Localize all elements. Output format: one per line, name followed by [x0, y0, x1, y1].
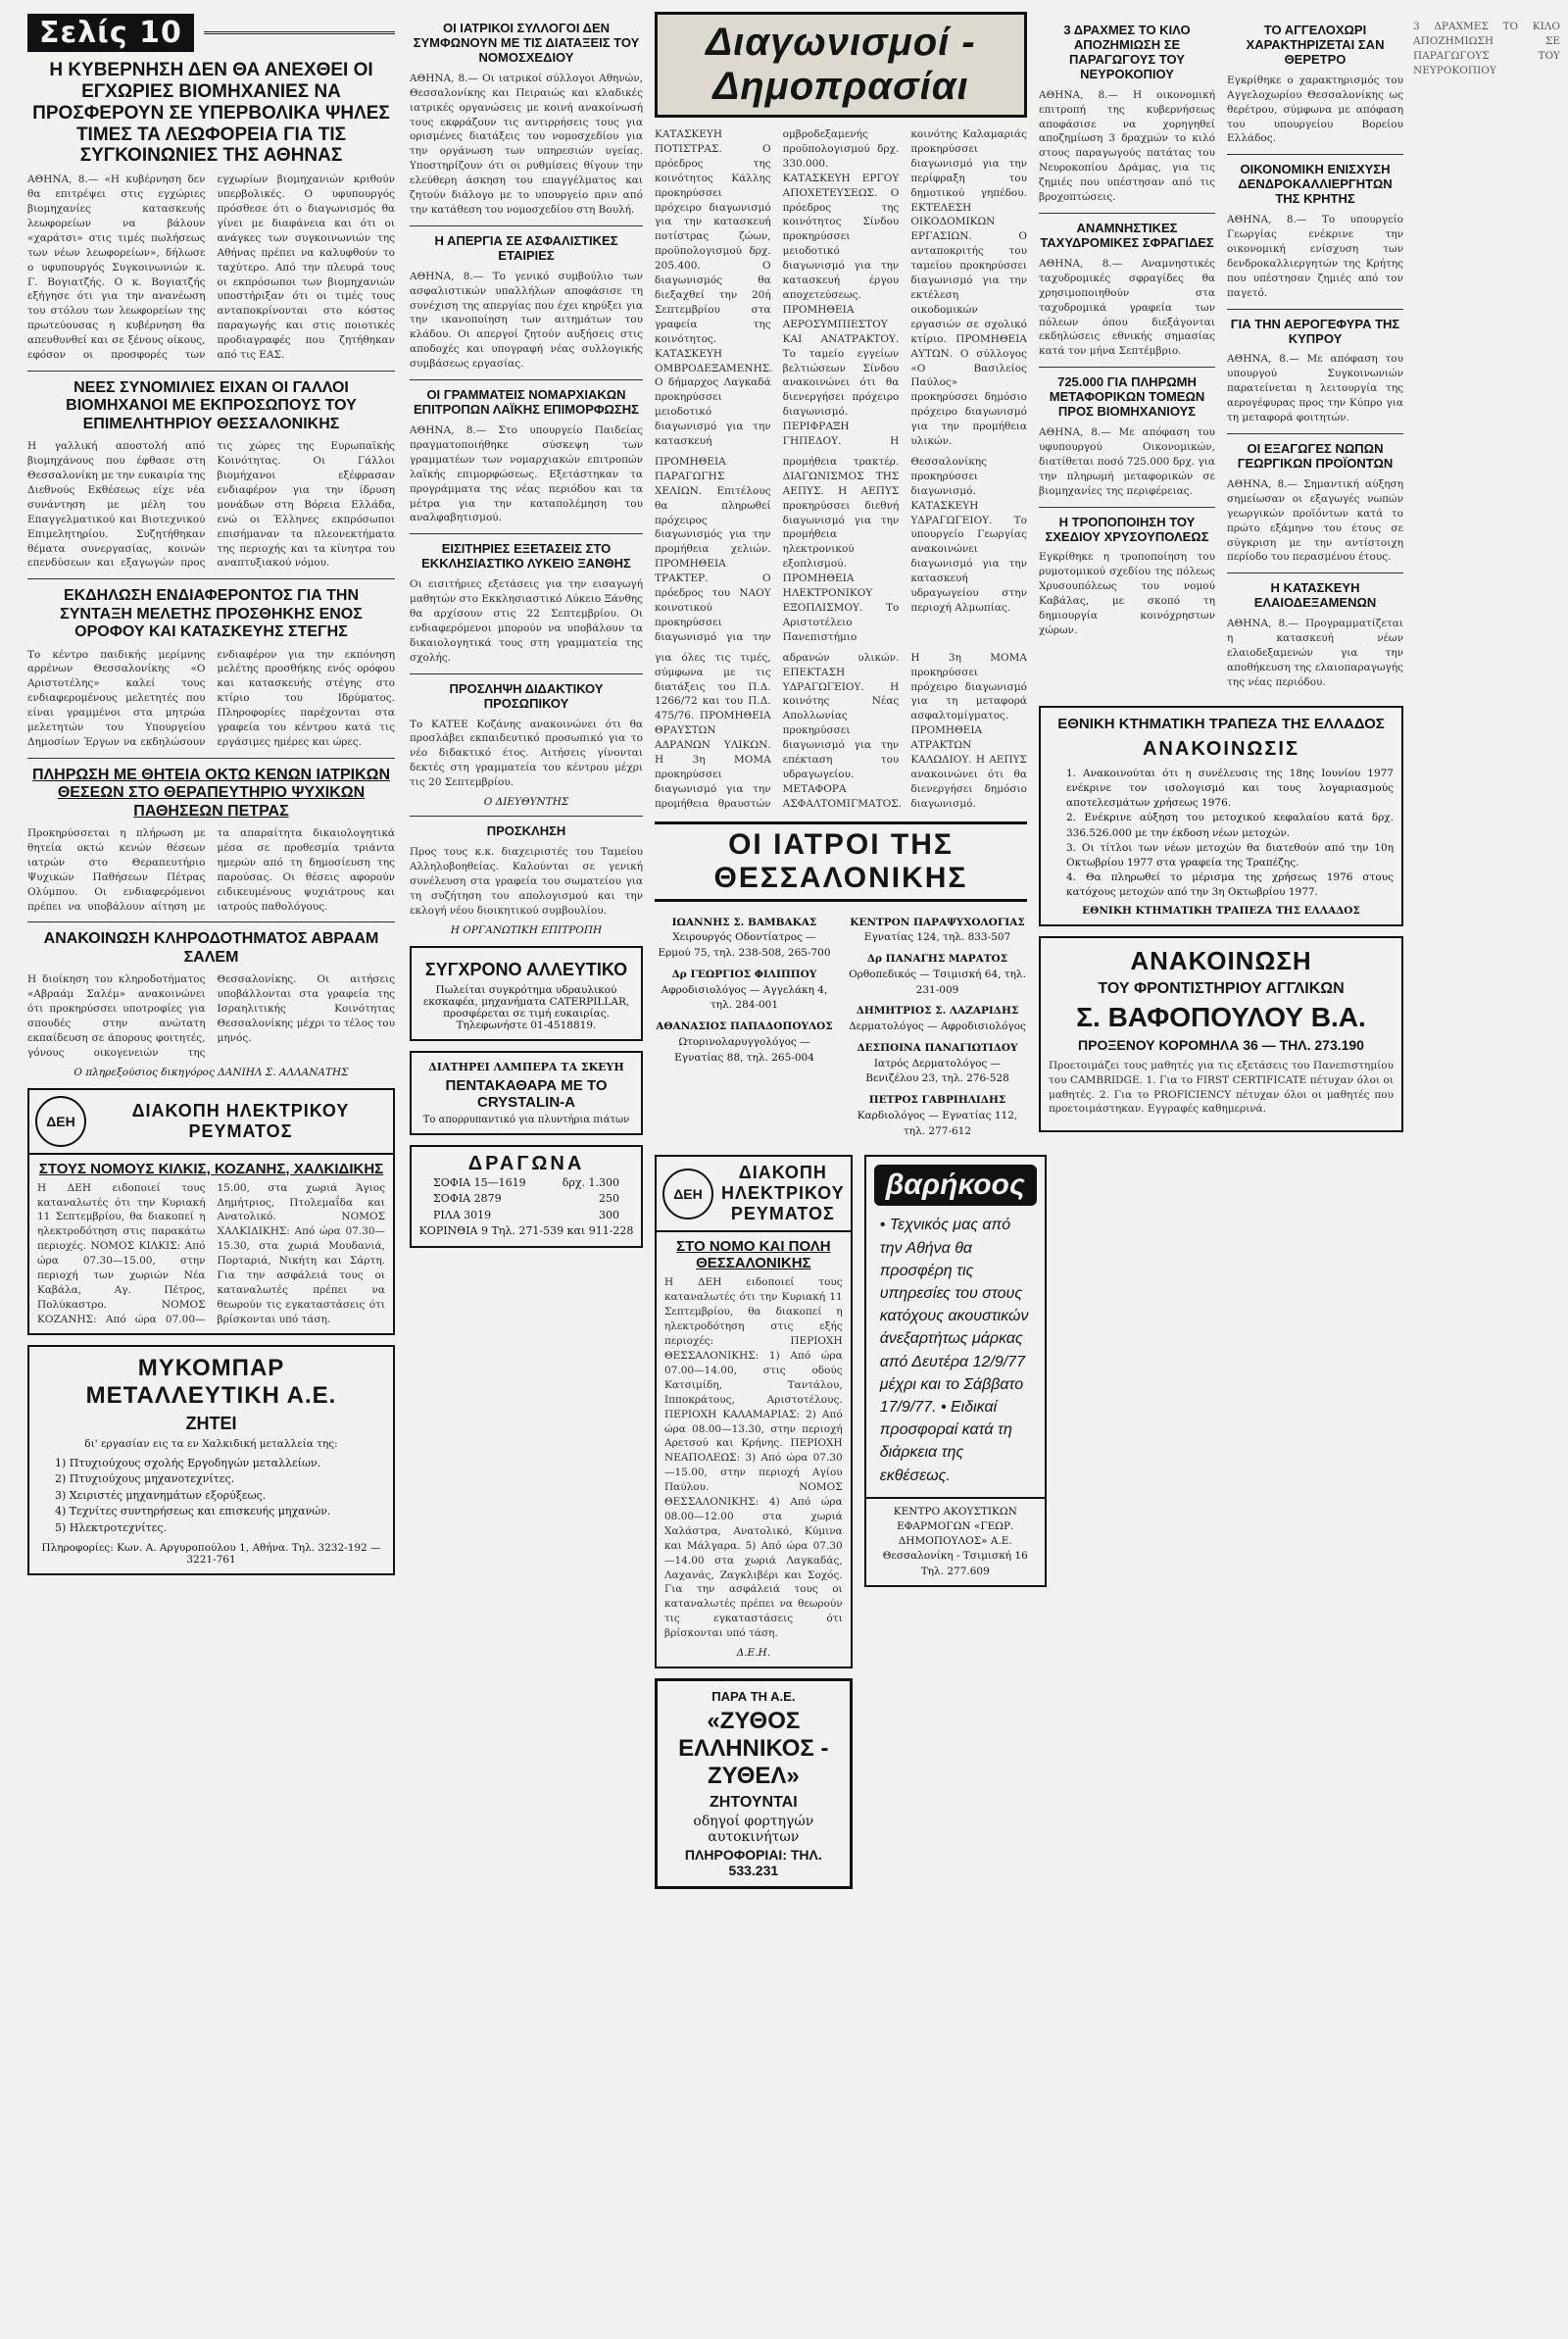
- divider: [410, 225, 643, 226]
- doctor-name: ΔΕΣΠΟΙΝΑ ΠΑΝΑΓΙΩΤΙΔΟΥ: [857, 1041, 1018, 1054]
- article-stamps: ΑΘΗΝΑ, 8.— Αναμνηστικές ταχυδρομικές σφραγίδες θα χρησιμοποιηθούν στα ταχυδρομικά γραφεία των πόλεων όπου διεξάγονται εκδηλώσεις εθνικής σημασίας κατά τον μήνα Σεπτέμβριο.: [1039, 257, 1215, 358]
- english-school-ad: [1039, 936, 1403, 1133]
- signature-salem: Ο πληρεξούσιος δικηγόρος ΔΑΝΙΗΛ Σ. ΑΛΛΑΝΑΤΗΣ: [74, 1066, 349, 1078]
- price-label: ΡΙΛΑ 3019: [433, 1208, 492, 1221]
- doctor-detail: Καρδιολόγος — Εγνατίας 112, τηλ. 277-612: [857, 1109, 1018, 1137]
- column-4: [1039, 0, 1403, 1142]
- power-cut-subtitle: ΣΤΟ ΝΟΜΟ ΚΑΙ ΠΟΛΗ ΘΕΣΣΑΛΟΝΙΚΗΣ: [676, 1238, 831, 1272]
- doctor-name: ΠΕΤΡΟΣ ΓΑΒΡΙΗΛΙΔΗΣ: [868, 1094, 1006, 1107]
- price-label: ΣΟΦΙΑ 15—1619: [433, 1175, 526, 1189]
- tenders-body-c: για όλες τις τιμές, σύμφωνα με τις διατάξεις του Π.Δ. 1266/72 και του Π.Δ. 475/76. ΠΡΟΜΗΘΕΙΑ ΘΡΑΥΣΤΩΝ ΑΔΡΑΝΩΝ ΥΛΙΚΩΝ. Η 3η ΜΟΜΑ προκηρύσσει διαγωνισμό για την προμήθεια θραυστών αδρανών υλικών. ΕΠΕΚΤΑΣΗ ΥΔΡΑΓΩΓΕΙΟΥ. Η κοινότης Νέας Απολλωνίας προκηρύσσει διαγωνισμό για την επέκταση του υδραγωγείου. ΜΕΤΑΦΟΡΑ ΑΣΦΑΛΤΟΜΙΓΜΑΤΟΣ. Η 3η ΜΟΜΑ προκηρύσσει πρόχειρο διαγωνισμό για τη μεταφορά ασφαλτομίγματος. ΠΡΟΜΗΘΕΙΑ ΑΤΡΑΚΤΩΝ ΚΑΛΩΔΙΟΥ. Η ΑΕΠΥΣ ανακοινώνει ότι θα διενεργήσει δημόσιο διαγωνισμό.: [655, 651, 1027, 810]
- doctors-list-right: [848, 910, 1027, 1146]
- edge-text: [1413, 20, 1560, 78]
- tenders-body-b: ΠΡΟΜΗΘΕΙΑ ΠΑΡΑΓΩΓΗΣ ΧΕΛΙΩΝ. Επιτέλους θα πληρωθεί πρόχειρος διαγωνισμός για την προμήθεια χελιών. ΠΡΟΜΗΘΕΙΑ ΤΡΑΚΤΕΡ. Ο πρόεδρος του ΝΑΟΥ κοινοτικού προκηρύσσει διαγωνισμό για την προμήθεια τρακτέρ. ΔΙΑΓΩΝΙΣΜΟΣ ΤΗΣ ΑΕΠΥΣ. Η ΑΕΠΥΣ προκηρύσσει διεθνή διαγωνισμό για την προμήθεια ηλεκτρονικού εξοπλισμού. ΠΡΟΜΗΘΕΙΑ ΗΛΕΚΤΡΟΝΙΚΟΥ ΕΞΟΠΛΙΣΜΟΥ. Το Αριστοτέλειο Πανεπιστήμιο Θεσσαλονίκης προκηρύσσει διαγωνισμό. ΚΑΤΑΣΚΕΥΗ ΥΔΡΑΓΩΓΕΙΟΥ. Το υπουργείο Γεωργίας ανακοινώνει διαγωνισμό για την κατασκευή υδραγωγείου στην περιοχή Αλμωπίας.: [655, 455, 1027, 643]
- deh-logo-icon: ΔΕΗ: [35, 1096, 86, 1147]
- signature-teaching-staff: Ο ΔΙΕΥΘΥΝΤΗΣ: [483, 796, 569, 809]
- list-item: 2) Πτυχιούχους μηχανοτεχνίτες.: [55, 1472, 235, 1486]
- headline-insurance-strike: Η ΑΠΕΡΓΙΑ ΣΕ ΑΣΦΑΛΙΣΤΙΚΕΣ ΕΤΑΙΡΙΕΣ: [434, 232, 618, 263]
- power-cut-header: [29, 1090, 393, 1155]
- mykobar-footer: Πληροφορίες: Κων. Α. Αργυροπούλου 1, Αθήνα. Τηλ. 3232-192 — 3221-761: [41, 1542, 381, 1567]
- doctor-detail: Ιατρός Δερματολόγος — Βενιζέλου 23, τηλ. 276-528: [865, 1057, 1009, 1085]
- article-secretaries: ΑΘΗΝΑ, 8.— Στο υπουργείο Παιδείας πραγματοποιήθηκε σύσκεψη των γραμματέων των νομαρχιακών επιτροπών λαϊκής επιμορφώσεως. Εξετάστηκαν τα προγράμματα της νέας περιόδου και τα μέτρα για την καταπολέμηση του αναλφαβητισμού.: [410, 423, 643, 524]
- tenders-body-a: ΚΑΤΑΣΚΕΥΗ ΠΟΤΙΣΤΡΑΣ. Ο πρόεδρος της κοινότητος Κάλλης προκηρύσσει πρόχειρο διαγωνισμό για την κατασκευή ποτίστρας ζώων, προϋπολογισμού δρχ. 205.400. Ο διαγωνισμός θα διεξαχθεί την 20ή Σεπτεμβρίου στα γραφεία της κοινότητος. ΚΑΤΑΣΚΕΥΗ ΟΜΒΡΟΔΕΞΑΜΕΝΗΣ. Ο δήμαρχος Λαγκαδά προκηρύσσει μειοδοτικό διαγωνισμό για την κατασκευή ομβροδεξαμενής προϋπολογισμού δρχ. 330.000. ΚΑΤΑΣΚΕΥΗ ΕΡΓΟΥ ΑΠΟΧΕΤΕΥΣΕΩΣ. Ο πρόεδρος της κοινότητος Σίνδου προκηρύσσει μειοδοτικό διαγωνισμό για την κατασκευή έργου αποχετεύσεως. ΠΡΟΜΗΘΕΙΑ ΑΕΡΟΣΥΜΠΙΕΣΤΟΥ ΚΑΙ ΑΝΑΤΡΑΚΤΟΥ. Το ταμείο εγγείων βελτιώσεων Σίνδου ανακοινώνει ότι θα διενεργήσει πρόχειρο διαγωνισμό. ΠΕΡΙΦΡΑΞΗ ΓΗΠΕΔΟΥ. Η κοινότης Καλαμαριάς προκηρύσσει διαγωνισμό για την περίφραξη του δημοτικού γηπέδου. ΕΚΤΕΛΕΣΗ ΟΙΚΟΔΟΜΙΚΩΝ ΕΡΓΑΣΙΩΝ. Ο ανταποκριτής του ταμείου προκηρύσσει διαγωνισμό για την εκτέλεση οικοδομικών εργασιών σε σχολικό κτίριο. ΠΡΟΜΗΘΕΙΑ ΑΥΤΩΝ. Ο σύλλογος «Ο Βασιλείος Παύλος» προκηρύσσει δημόσιο πρόχειρο διαγωνισμό για την προμήθεια υλικών.: [655, 128, 1027, 448]
- article-crete-growers: ΑΘΗΝΑ, 8.— Το υπουργείο Γεωργίας ενέκρινε την οικονομική ενίσχυση των δενδροκαλλιεργητών της Κρήτης που υπέστησαν ζημιές από τον παγετό.: [1227, 214, 1403, 299]
- list-item: [655, 968, 834, 1014]
- article-medical-associations: ΑΘΗΝΑ, 8.— Οι ιατρικοί σύλλογοι Αθηνών, Θεσσαλονίκης και Πειραιώς και κλαδικές ιατρικές οργανώσεις με κοινή ανακοίνωσή τους εκφράζουν τις αντιρρήσεις τους για ορισμένες διατάξεις του νομοσχεδίου για την οργάνωση των υπηρεσιών υγείας. Υποστηρίζουν ότι οι ρυθμίσεις θίγουν την ελεύθερη άσκηση του επαγγέλματος και ζητούν διάλογο με το υπουργείο πριν από την κατάθεση του νομοσχεδίου στη Βουλή.: [410, 72, 643, 216]
- mykobar-title: ΜΥΚΟΜΠΑΡ ΜΕΤΑΛΛΕΥΤΙΚΗ Α.Ε.: [85, 1354, 337, 1409]
- list-item: [848, 1041, 1027, 1087]
- article-angelochori: Εγκρίθηκε ο χαρακτηρισμός του Αγγελοχωρίου Θεσσαλονίκης ως θερέτρου, σύμφωνα με απόφαση του υπουργείου Βορείου Ελλάδος.: [1227, 74, 1403, 145]
- article-chrysoupoli: Εγκρίθηκε η τροποποίηση του ρυμοτομικού σχεδίου της πόλεως Χρυσουπόλεως του νομού Καβάλας, με σκοπό τη δημιουργία κοινόχρηστων χώρων.: [1039, 551, 1215, 636]
- dragana-ad: [410, 1145, 643, 1248]
- doctor-name: ΙΩΑΝΝΗΣ Σ. ΒΑΜΒΑΚΑΣ: [671, 916, 817, 928]
- divider: [410, 816, 643, 817]
- article-invitation: Προς τους κ.κ. διαχειριστές του Ταμείου Αλληλοβοηθείας. Καλούνται σε γενική συνέλευση στα γραφεία του σωματείου για τη συζήτηση του απολογισμού και την εκλογή νέου διοικητικού συμβουλίου.: [410, 845, 643, 917]
- article-teaching-staff: Το ΚΑΤΕΕ Κοζάνης ανακοινώνει ότι θα προσλάβει εκπαιδευτικό προσωπικό για το νέο διδακτικό έτος. Αιτήσεις γίνονται δεκτές στη γραμματεία του κέντρου μέχρι τις 20 Σεπτεμβρίου.: [410, 718, 643, 789]
- headline-medical-associations: ΟΙ ΙΑΤΡΙΚΟΙ ΣΥΛΛΟΓΟΙ ΔΕΝ ΣΥΜΦΩΝΟΥΝ ΜΕ ΤΙΣ ΔΙΑΤΑΞΕΙΣ ΤΟΥ ΝΟΜΟΣΧΕΔΙΟΥ: [413, 21, 640, 65]
- doctor-name: Δρ ΓΕΩΡΓΙΟΣ ΦΙΛΙΠΠΟΥ: [671, 968, 817, 980]
- price-value: δρχ. 1.300: [562, 1175, 619, 1189]
- list-item: 1) Πτυχιούχους σχολής Εργοδηγών μεταλλείων.: [55, 1456, 321, 1469]
- page-folio: [27, 14, 395, 52]
- divider: [410, 533, 643, 534]
- doctor-name: Δρ ΠΑΝΑΓΗΣ ΜΑΡΑΤΟΣ: [866, 953, 1008, 966]
- folio-rule: [204, 31, 395, 34]
- price-label: ΣΟΦΙΑ 2879: [433, 1192, 502, 1205]
- bank-items: [1049, 767, 1394, 901]
- excavator-ad: [410, 946, 643, 1041]
- crystalin-ad: [410, 1051, 643, 1135]
- divider: [1039, 367, 1215, 368]
- doctors-directory: [655, 910, 1027, 1146]
- mykobar-intro: δι' εργασίαν εις τα εν Χαλκιδική μεταλλεία της:: [84, 1437, 338, 1450]
- divider: [410, 673, 643, 674]
- article-oil-tanks: ΑΘΗΝΑ, 8.— Προγραμματίζεται η κατασκευή νέων ελαιοδεξαμενών για την αποθήκευση της ελαιοπαραγωγής της νέας περιόδου.: [1227, 618, 1403, 688]
- varikoos-ad: [864, 1155, 1047, 1586]
- doctor-detail: Ωτορινολαρυγγολόγος — Εγνατίας 88, τηλ. 265-004: [674, 1035, 814, 1064]
- column-4-articles: [1039, 16, 1403, 696]
- school-ad-address: ΠΡΟΞΕΝΟΥ ΚΟΡΟΜΗΛΑ 36 — ΤΗΛ. 273.190: [1078, 1036, 1364, 1053]
- headline-compensation: 3 ΔΡΑΧΜΕΣ ΤΟ ΚΙΛΟ ΑΠΟΖΗΜΙΩΣΗ ΣΕ ΠΑΡΑΓΩΓΟΥΣ ΤΟΥ ΝΕΥΡΟΚΟΠΙΟΥ: [1063, 23, 1191, 81]
- list-item: 3) Χειριστές μηχανημάτων εξορύξεως.: [55, 1488, 267, 1502]
- list-item: 2. Ενέκρινε αύξηση του μετοχικού κεφαλαίου κατά δρχ. 336.526.000 με την έκδοση νέων μετοχών.: [1066, 812, 1394, 839]
- column-1: [27, 0, 395, 1585]
- article-buses: ΑΘΗΝΑ, 8.— «Η κυβέρνηση δεν θα επιτρέψει στις εγχώριες βιομηχανίες κατασκευής λεωφορείων να βάλουν «χαράτσι» στις τιμές πωλήσεως των νέων λεωφορείων», δήλωσε ο υφυπουργός Συγκοινωνιών κ. Γ. Βογιατζής. Ο κ. Βογιατζής εξήγησε ότι για την ανανέωση του στόλου των λεωφορείων της πρωτεύουσας η κυβέρνηση θα απευθυνθεί και σε ξένους οίκους, εφόσον οι προσφορές των εγχωρίων βιομηχανιών κριθούν υπερβολικές. Ο υφυπουργός πρόσθεσε ότι ο διαγωνισμός θα γίνει με διαφάνεια και ότι οι ανάγκες των συγκοινωνιών της Αθήνας πρέπει να καλυφθούν το ταχύτερο. Από την πλευρά τους οι εκπρόσωποι των βιομηχανιών υποστήριξαν ότι οι τιμές τους ανταποκρίνονται στο κόστος παραγωγής και στις ποιοτικές προδιαγραφές που ζητήθηκαν από τις ΕΑΣ.: [27, 174, 395, 362]
- excavator-title: ΣΥΓΧΡΟΝΟ ΑΛΛΕΥΤΙΚΟ: [424, 959, 628, 979]
- column-2: [410, 0, 643, 1248]
- power-cut-body: Η ΔΕΗ ειδοποιεί τους καταναλωτές ότι την Κυριακή 11 Σεπτεμβρίου, θα διακοπεί η ηλεκτροδότηση στις παρακάτω περιοχές. ΝΟΜΟΣ ΚΙΛΚΙΣ: Από ώρα 07.30—15.00, στην περιοχή των χωριών Νέα Καβάλα, Αγ. Πέτρος, Πολύκαστρο. ΝΟΜΟΣ ΚΟΖΑΝΗΣ: Από ώρα 07.00—15.00, στα χωριά Άγιος Δημήτριος, Πτολεμαΐδα και Ανατολικό. ΝΟΜΟΣ ΧΑΛΚΙΔΙΚΗΣ: Από ώρα 07.30—15.30, στα χωριά Μουδανιά, Πορταριά, Νικήτη και Σάρτη. Για την ασφάλειά τους οι καταναλωτές πρέπει να θεωρούν τις εγκαταστάσεις ότι βρίσκονται υπό τάση.: [37, 1181, 385, 1325]
- edge-headline: 3 ΔΡΑΧΜΕΣ ΤΟ ΚΙΛΟ ΑΠΟΖΗΜΙΩΣΗ ΣΕ ΠΑΡΑΓΩΓΟΥΣ ΤΟΥ ΝΕΥΡΟΚΟΠΙΟΥ: [1413, 21, 1560, 76]
- page-number-label: Σελίς 10: [27, 14, 194, 52]
- article-cyprus-airbridge: ΑΘΗΝΑ, 8.— Με απόφαση του υπουργού Συγκοινωνιών παρατείνεται η λειτουργία της αερογέφυρας προς την Κύπρο για τη μεταφορά φοιτητών.: [1227, 353, 1403, 424]
- power-cut-notice-thessaloniki: [655, 1155, 853, 1668]
- doctor-detail: Αφροδισιολόγος — Αγγελάκη 4, τηλ. 284-001: [661, 983, 828, 1012]
- mykobar-subtitle: ΖΗΤΕΙ: [185, 1413, 237, 1433]
- headline-salem-bequest: ΑΝΑΚΟΙΝΩΣΗ ΚΛΗΡΟΔΟΤΗΜΑΤΟΣ ΑΒΡΑΑΜ ΣΑΛΕΜ: [43, 930, 379, 966]
- list-item: 4) Τεχνίτες συντηρήσεως και επισκευής μηχανών.: [55, 1505, 331, 1518]
- list-item: [848, 1004, 1027, 1035]
- dragana-phone: ΚΟΡΙΝΘΙΑ 9 Τηλ. 271-539 και 911-228: [418, 1224, 634, 1237]
- power-cut-header: [657, 1157, 851, 1232]
- power-cut-subtitle: ΣΤΟΥΣ ΝΟΜΟΥΣ ΚΙΛΚΙΣ, ΚΟΖΑΝΗΣ, ΧΑΛΚΙΔΙΚΗΣ: [38, 1160, 384, 1177]
- list-item: 4. Θα πληρωθεί το μέρισμα της χρήσεως 1976 στους κατόχους μετοχών από την 3η Οκτωβρίου 1977.: [1066, 871, 1394, 899]
- article-petra-hospital: Προκηρύσσεται η πλήρωση με θητεία οκτώ κενών θέσεων ιατρών στο Θεραπευτήριο Ψυχικών Παθήσεων Πέτρας Ολύμπου. Οι ενδιαφερόμενοι πρέπει να υποβάλουν αίτηση με τα απαραίτητα δικαιολογητικά μέσα σε προθεσμία τριάντα ημερών από τη δημοσίευση της παρούσας. Οι θέσεις αφορούν ειδικευμένους ψυχιάτρους και ιατρούς παθολόγους.: [27, 827, 395, 913]
- school-ad-body: Προετοιμάζει τους μαθητές για τις εξετάσεις του Πανεπιστημίου του CAMBRIDGE. 1. Για το FIRST CERTIFICATE πέτυχαν όλοι οι μαθητές. 2. Για το PROFICIENCY πέτυχαν όλοι οι μαθητές που προετοιμάστηκαν. Εγγραφές καθημερινά.: [1049, 1059, 1394, 1116]
- school-ad-name: Σ. ΒΑΦΟΠΟΥΛΟΥ Β.Α.: [1076, 1001, 1366, 1032]
- headline-angelochori: ΤΟ ΑΓΓΕΛΟΧΩΡΙ ΧΑΡΑΚΤΗΡΙΖΕΤΑΙ ΣΑΝ ΘΕΡΕΤΡΟ: [1246, 23, 1385, 67]
- zythos-name: «ΖΥΘΟΣ ΕΛΛΗΝΙΚΟΣ - ΖΥΘΕΛ»: [678, 1708, 829, 1790]
- divider: [1039, 507, 1215, 508]
- crystalin-line-1: ΔΙΑΤΗΡΕΙ ΛΑΜΠΕΡΑ ΤΑ ΣΚΕΥΗ: [428, 1060, 624, 1073]
- mykobar-list: [37, 1456, 385, 1537]
- headline-xanthi-exams: ΕΙΣΙΤΗΡΙΕΣ ΕΞΕΤΑΣΕΙΣ ΣΤΟ ΕΚΚΛΗΣΙΑΣΤΙΚΟ ΛΥΚΕΙΟ ΞΑΝΘΗΣ: [421, 541, 631, 572]
- headline-french-industrialists: ΝΕΕΣ ΣΥΝΟΜΙΛΙΕΣ ΕΙΧΑΝ ΟΙ ΓΑΛΛΟΙ ΒΙΟΜΗΧΑΝΟΙ ΜΕ ΕΚΠΡΟΣΩΠΟΥΣ ΤΟΥ ΕΠΙΜΕΛΗΤΗΡΙΟΥ ΘΕΣΣΑΛΟΝΙΚΗΣ: [66, 379, 357, 432]
- article-insurance-strike: ΑΘΗΝΑ, 8.— Το γενικό συμβούλιο των ασφαλιστικών υπαλλήλων αποφάσισε τη συνέχιση της απεργίας που έχει κηρύξει για την ικανοποίηση των αιτημάτων του κλάδου. Οι απεργοί ζητούν αυξήσεις στις αποδοχές και υπογραφή νέας συλλογικής συμβάσεως εργασίας.: [410, 270, 643, 371]
- list-item: 5) Ηλεκτροτεχνίτες.: [55, 1520, 167, 1534]
- doctor-detail: Δερματολόγος — Αφροδισιολόγος: [849, 1020, 1026, 1033]
- headline-exports: ΟΙ ΕΞΑΓΩΓΕΣ ΝΩΠΩΝ ΓΕΩΡΓΙΚΩΝ ΠΡΟΪΟΝΤΩΝ: [1237, 441, 1394, 471]
- bank-title: ΕΘΝΙΚΗ ΚΤΗΜΑΤΙΚΗ ΤΡΑΠΕΖΑ ΤΗΣ ΕΛΛΑΔΟΣ: [1057, 715, 1385, 732]
- price-row: [417, 1175, 635, 1192]
- power-cut-notice-regions: [27, 1088, 395, 1335]
- doctors-list-left: [655, 910, 834, 1146]
- excavator-body: Πωλείται συγκρότημα υδραυλικού εκσκαφέα, μηχανήματα CATERPILLAR, προσφέρεται σε τιμή ευκαιρίας. Τηλεφωνήστε 01-4518819.: [422, 983, 630, 1031]
- bank-footer: ΕΘΝΙΚΗ ΚΤΗΜΑΤΙΚΗ ΤΡΑΠΕΖΑ ΤΗΣ ΕΛΛΑΔΟΣ: [1082, 904, 1360, 917]
- article-xanthi-exams: Οι εισιτήριες εξετάσεις για την εισαγωγή μαθητών στο Εκκλησιαστικό Λύκειο Ξάνθης θα αρχίσουν στις 22 Σεπτεμβρίου. Οι ενδιαφερόμενοι μπορούν να υποβάλουν τα δικαιολογητικά τους στη γραμματεία της σχολής.: [410, 578, 643, 664]
- headline-transport-payment: 725.000 ΓΙΑ ΠΛΗΡΩΜΗ ΜΕΤΑΦΟΡΙΚΩΝ ΤΟΜΕΩΝ ΠΡΟΣ ΒΙΟΜΗΧΑΝΙΟΥΣ: [1049, 374, 1205, 420]
- column-5-edge: [1413, 0, 1560, 84]
- doctor-detail: Χειρουργός Οδοντίατρος — Ερμού 75, τηλ. 238-508, 265-700: [658, 931, 831, 960]
- lower-ads-left: [655, 1145, 853, 1889]
- doctors-title: ΟΙ ΙΑΤΡΟΙ ΤΗΣ ΘΕΣΣΑΛΟΝΙΚΗΣ: [655, 821, 1027, 902]
- power-cut-title: ΔΙΑΚΟΠΗ ΗΛΕΚΤΡΙΚΟΥ ΡΕΥΜΑΤΟΣ: [131, 1100, 350, 1141]
- divider: [1227, 309, 1403, 310]
- crystalin-line-3: Το απορρυπαντικό για πλυντήρια πιάτων: [422, 1114, 630, 1125]
- price-row: [417, 1191, 635, 1208]
- crystalin-line-2: ΠΕΝΤΑΚΑΘΑΡΑ ΜΕ ΤΟ CRYSTALIN-A: [445, 1076, 608, 1111]
- dragana-price-list: [417, 1175, 635, 1240]
- article-study-floor: Το κέντρο παιδικής μερίμνης αρρένων Θεσσαλονίκης «Ο Αριστοτέλης» καλεί τους ενδιαφερομένους μελετητές που είναι γραμμένοι στα μητρώα μελετητών του Υπουργείου Δημοσίων Έργων να εκδηλώσουν ενδιαφέρον για την εκπόνηση μελέτης προσθήκης ενός ορόφου και κατασκευής στέγης στο κτίριο του Ιδρύματος. Πληροφορίες παρέχονται στα γραφεία του κέντρου κατά τις εργάσιμες ημέρες και ώρες.: [27, 648, 395, 748]
- zythos-wanted: ΖΗΤΟΥΝΤΑΙ: [710, 1794, 798, 1812]
- divider: [27, 371, 395, 372]
- divider: [410, 379, 643, 380]
- headline-buses: Η ΚΥΒΕΡΝΗΣΗ ΔΕΝ ΘΑ ΑΝΕΧΘΕΙ ΟΙ ΕΓΧΩΡΙΕΣ ΒΙΟΜΗΧΑΝΙΕΣ ΝΑ ΠΡΟΣΦΕΡΟΥΝ ΣΕ ΥΠΕΡΒΟΛΙΚΑ ΨΗΛΕΣ ΤΙΜΕΣ ΤΑ ΛΕΩΦΟΡΕΙΑ ΓΙΑ ΤΙΣ ΣΥΓΚΟΙΝΩΝΙΕΣ ΤΗΣ ΑΘΗΝΑΣ: [32, 60, 390, 167]
- lower-ads-right: [864, 1145, 1047, 1889]
- list-item: [655, 1020, 834, 1066]
- article-salem-bequest: Η διοίκηση του κληροδοτήματος «Αβραάμ Σαλέμ» ανακοινώνει ότι προκηρύσσει υποτροφίες για σπουδές στην ανώτατη εκπαίδευση σε άπορους φοιτητές, γόνους οικογενειών της Θεσσαλονίκης. Οι αιτήσεις υποβάλλονται στα γραφεία της Ισραηλιτικής Κοινότητας Θεσσαλονίκης μέχρι το τέλος του μηνός.: [27, 973, 395, 1059]
- column-3: [655, 0, 1027, 1889]
- column-4-right: [1227, 16, 1403, 696]
- article-french-industrialists: Η γαλλική αποστολή από βιομηχάνους που έφθασε στη Θεσσαλονίκη με την ευκαιρία της Διεθνούς Εκθέσεως είχε νέα συνάντηση με μέλη του Επαγγελματικού και Βιοτεχνικού Επιμελητηρίου. Συζητήθηκαν θέματα συνεργασίας, κοινών επενδύσεων και εξαγωγών προς τις χώρες της Ευρωπαϊκής Κοινότητας. Οι Γάλλοι βιομήχανοι εξέφρασαν ενδιαφέρον για την ίδρυση μονάδων στη Βόρεια Ελλάδα, ενώ οι Έλληνες εκπρόσωποι επισήμαναν τα πλεονεκτήματα της περιοχής και τα κίνητρα του αναπτυξιακού νόμου.: [27, 440, 395, 570]
- doctor-name: ΚΕΝΤΡΟΝ ΠΑΡΑΨΥΧΟΛΟΓΙΑΣ: [850, 916, 1025, 928]
- varikoos-text: • Τεχνικός μας από την Αθήνα θα προσφέρη τις υπηρεσίες του στους κατόχους ακουστικών άνεξαρτήτως μάρκας από Δευτέρα 12/9/77 μέχρι και το Σάββατο 17/9/77. • Ειδικαί προσφοραί κατά τη διάρκεια της εκθέσεως.: [879, 1217, 1029, 1484]
- list-item: [655, 916, 834, 962]
- divider: [27, 758, 395, 759]
- headline-petra-hospital: ΠΛΗΡΩΣΗ ΜΕ ΘΗΤΕΙΑ ΟΚΤΩ ΚΕΝΩΝ ΙΑΤΡΙΚΩΝ ΘΕΣΕΩΝ ΣΤΟ ΘΕΡΑΠΕΥΤΗΡΙΟ ΨΥΧΙΚΩΝ ΠΑΘΗΣΕΩΝ ΠΕΤΡΑΣ: [31, 766, 391, 820]
- headline-secretaries: ΟΙ ΓΡΑΜΜΑΤΕΙΣ ΝΟΜΑΡΧΙΑΚΩΝ ΕΠΙΤΡΟΠΩΝ ΛΑΪΚΗΣ ΕΠΙΜΟΡΦΩΣΗΣ: [414, 387, 639, 418]
- land-bank-notice: [1039, 706, 1403, 926]
- zythos-phone: ΠΛΗΡΟΦΟΡΙΑΙ: ΤΗΛ. 533.231: [684, 1847, 822, 1879]
- power-cut-title: ΔΙΑΚΟΠΗ ΗΛΕΚΤΡΙΚΟΥ ΡΕΥΜΑΤΟΣ: [721, 1163, 845, 1224]
- list-item: 3. Οι τίτλοι των νέων μετοχών θα διατεθούν από την 10η Οκτωβρίου 1977 στα γραφεία της Τραπέζης.: [1066, 841, 1394, 870]
- headline-stamps: ΑΝΑΜΝΗΣΤΙΚΕΣ ΤΑΧΥΔΡΟΜΙΚΕΣ ΣΦΡΑΓΙΔΕΣ: [1040, 221, 1214, 250]
- list-item: [848, 1093, 1027, 1139]
- headline-crete-growers: ΟΙΚΟΝΟΜΙΚΗ ΕΝΙΣΧΥΣΗ ΔΕΝΔΡΟΚΑΛΛΙΕΡΓΗΤΩΝ ΤΗΣ ΚΡΗΤΗΣ: [1238, 162, 1393, 207]
- headline-study-floor: ΕΚΔΗΛΩΣΗ ΕΝΔΙΑΦΕΡΟΝΤΟΣ ΓΙΑ ΤΗΝ ΣΥΝΤΑΞΗ ΜΕΛΕΤΗΣ ΠΡΟΣΘΗΚΗΣ ΕΝΟΣ ΟΡΟΦΟΥ ΚΑΙ ΚΑΤΑΣΚΕΥΗΣ ΣΤΕΓΗΣ: [60, 587, 363, 641]
- zythos-role: οδηγοί φορτηγών αυτοκινήτων: [693, 1814, 814, 1846]
- power-cut-body: Η ΔΕΗ ειδοποιεί τους καταναλωτές ότι την Κυριακή 11 Σεπτεμβρίου, θα διακοπεί η ηλεκτροδότηση στις εξής περιοχές: ΠΕΡΙΟΧΗ ΘΕΣΣΑΛΟΝΙΚΗΣ: 1) Από ώρα 07.00—14.00, στις οδούς Κατσιμίδη, Ταντάλου, Ιπποκράτους, Αριστοτέλους. ΠΕΡΙΟΧΗ ΚΑΛΑΜΑΡΙΑΣ: 2) Από ώρα 08.00—13.30, στην περιοχή Αρετσού και Κρήνης. ΠΕΡΙΟΧΗ ΝΕΑΠΟΛΕΩΣ: 3) Από ώρα 07.30—15.00, στην περιοχή Αγίου Παύλου. ΝΟΜΟΣ ΘΕΣΣΑΛΟΝΙΚΗΣ: 4) Από ώρα 08.00—12.00 στα χωριά Χαλάστρα, Ανατολικό, Κύμινα και Μάλγαρα. 5) Από ώρα 07.30—14.00 στα χωριά Λαγκαδάς, Λαχανάς, Ζαγκλιβέρι και Σοχός. Για την ασφάλειά τους οι καταναλωτές πρέπει να θεωρούν τις εγκαταστάσεις ότι βρίσκονται υπό τάση.: [664, 1276, 843, 1640]
- doctor-name: ΔΗΜΗΤΡΙΟΣ Σ. ΛΑΖΑΡΙΔΗΣ: [856, 1005, 1019, 1018]
- article-exports: ΑΘΗΝΑ, 8.— Σημαντική αύξηση σημείωσαν οι εξαγωγές νωπών γεωργικών προϊόντων κατά το πρώτο εξάμηνο του έτους σε σύγκριση με την αντίστοιχη περίοδο του περασμένου έτους.: [1227, 477, 1403, 564]
- doctor-detail: Ορθοπεδικός — Τσιμισκή 64, τηλ. 231-009: [849, 968, 1026, 996]
- signature-invitation: Η ΟΡΓΑΝΩΤΙΚΗ ΕΠΙΤΡΟΠΗ: [450, 923, 603, 936]
- headline-oil-tanks: Η ΚΑΤΑΣΚΕΥΗ ΕΛΑΙΟΔΕΞΑΜΕΝΩΝ: [1253, 580, 1377, 611]
- headline-chrysoupoli: Η ΤΡΟΠΟΠΟΙΗΣΗ ΤΟΥ ΣΧΕΔΙΟΥ ΧΡΥΣΟΥΠΟΛΕΩΣ: [1045, 514, 1209, 544]
- price-row: [417, 1208, 635, 1224]
- power-cut-signature: Δ.Ε.Η.: [736, 1647, 771, 1660]
- divider: [27, 921, 395, 922]
- tenders-banner: Διαγωνισμοί - Δημοπρασίαι: [655, 12, 1027, 118]
- lower-ads-row: [655, 1145, 1027, 1889]
- varikoos-footer: ΚΕΝΤΡΟ ΑΚΟΥΣΤΙΚΩΝ ΕΦΑΡΜΟΓΩΝ «ΓΕΩΡ. ΔΗΜΟΠΟΥΛΟΣ» Α.Ε. Θεσσαλονίκη - Τσιμισκή 16 Τηλ. 277.609: [866, 1497, 1045, 1585]
- varikoos-logo: βαρήκοος: [874, 1165, 1037, 1206]
- divider: [1227, 433, 1403, 434]
- article-transport-payment: ΑΘΗΝΑ, 8.— Με απόφαση του υφυπουργού Οικονομικών, διατίθεται ποσό 725.000 δρχ. για την πληρωμή μεταφορικών σε βιομηχανίες της περιφέρειας.: [1039, 426, 1215, 497]
- list-item: 1. Ανακοινούται ότι η συνέλευσις της 18ης Ιουνίου 1977 ενέκρινε τον ισολογισμό και τους λογαριασμούς αποτελεσμάτων χρήσεως 1976.: [1066, 767, 1394, 810]
- headline-teaching-staff: ΠΡΟΣΛΗΨΗ ΔΙΔΑΚΤΙΚΟΥ ΠΡΟΣΩΠΙΚΟΥ: [449, 680, 604, 711]
- divider: [1227, 572, 1403, 573]
- divider: [1039, 213, 1215, 214]
- zythos-ad: [655, 1678, 853, 1889]
- divider: [27, 578, 395, 579]
- school-ad-title: ΑΝΑΚΟΙΝΩΣΗ: [1130, 945, 1312, 975]
- doctor-name: ΑΘΑΝΑΣΙΟΣ ΠΑΠΑΔΟΠΟΥΛΟΣ: [656, 1020, 833, 1033]
- article-compensation: ΑΘΗΝΑ, 8.— Η οικονομική επιτροπή της κυβερνήσεως αποφάσισε να χορηγηθεί αποζημίωση 3 δραχμών το κιλό στους παραγωγούς πατάτας του Νευροκοπίου Δράμας, για τις ζημιές που υπέστησαν από τις βροχοπτώσεις.: [1039, 88, 1215, 204]
- headline-invitation: ΠΡΟΣΚΛΗΣΗ: [486, 823, 566, 839]
- list-item: [848, 916, 1027, 947]
- school-ad-school: ΤΟΥ ΦΡΟΝΤΙΣΤΗΡΙΟΥ ΑΓΓΛΙΚΩΝ: [1098, 979, 1345, 997]
- price-value: 300: [599, 1208, 619, 1221]
- bank-subtitle: ΑΝΑΚΟΙΝΩΣΙΣ: [1142, 737, 1299, 760]
- headline-cyprus-airbridge: ΓΙΑ ΤΗΝ ΑΕΡΟΓΕΦΥΡΑ ΤΗΣ ΚΥΠΡΟΥ: [1230, 316, 1400, 346]
- zythos-top: ΠΑΡΑ ΤΗ Α.Ε.: [711, 1689, 796, 1705]
- list-item: [848, 952, 1027, 998]
- mykobar-ad: [27, 1345, 395, 1576]
- price-value: 250: [599, 1192, 619, 1205]
- divider: [1227, 154, 1403, 155]
- column-4-left: [1039, 16, 1215, 696]
- deh-logo-icon: ΔΕΗ: [662, 1169, 713, 1219]
- dragana-title: ΔΡΑΓΩΝΑ: [467, 1152, 585, 1174]
- doctor-detail: Εγνατίας 124, τηλ. 833-507: [863, 931, 1011, 944]
